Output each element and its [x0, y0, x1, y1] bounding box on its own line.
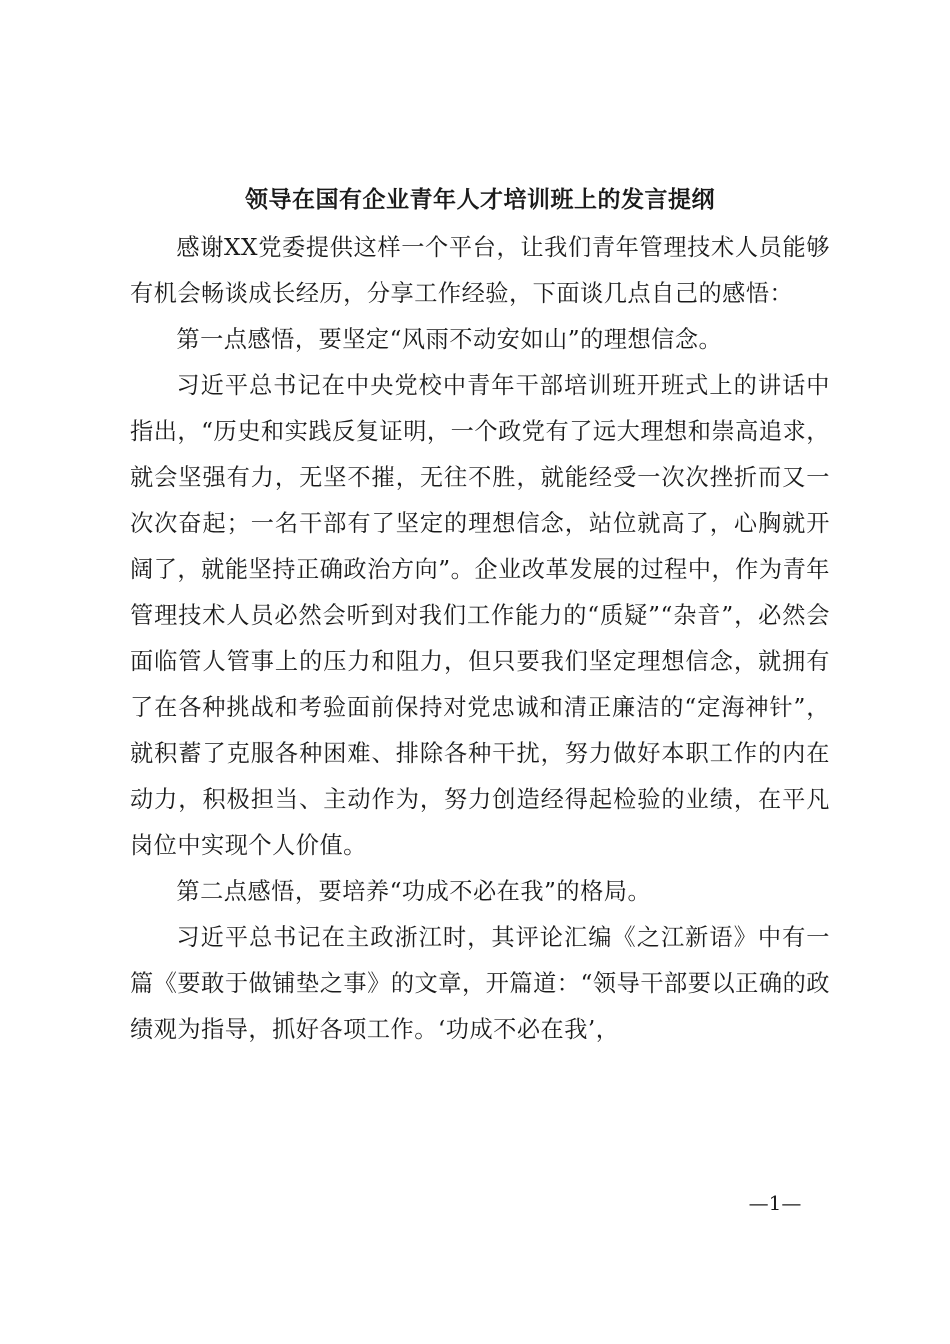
document-title: 领导在国有企业青年人才培训班上的发言提纲 — [245, 186, 715, 213]
paragraph-point-two-heading: 第二点感悟，要培养“功成不必在我”的格局。 — [176, 878, 652, 905]
page-number: —1— — [748, 1191, 802, 1215]
paragraph-intro: 感谢XX党委提供这样一个平台，让我们青年管理技术人员能够有机会畅谈成长经历，分享工作经验，下面谈几点自己的感悟： — [130, 234, 830, 307]
paragraph-point-one-body: 习近平总书记在中央党校中青年干部培训班开班式上的讲话中指出，“历史和实践反复证明，一个政党有了远大理想和崇高追求，就会坚强有力，无坚不摧，无往不胜，就能经受一次次挫折而又一次次奋起；一名干部有了坚定的理想信念，站位就高了，心胸就开阔了，就能坚持正确政治方向”。企业改革发展的过程中，作为青年管理技术人员必然会听到对我们工作能力的“质疑”“杂音”，必然会面临管人管事上的压力和阻力，但只要我们坚定理想信念，就拥有了在各种挑战和考验面前保持对党忠诚和清正廉洁的“定海神针”，就积蓄了克服各种困难、排除各种干扰，努力做好本职工作的内在动力，积极担当、主动作为，努力创造经得起检验的业绩，在平凡岗位中实现个人价值。 — [130, 372, 830, 859]
paragraph-point-two-body: 习近平总书记在主政浙江时，其评论汇编《之江新语》中有一篇《要敢于做铺垫之事》的文章，开篇道：“领导干部要以正确的政绩观为指导，抓好各项工作。‘功成不必在我’， — [130, 924, 830, 1043]
paragraph-point-one-heading: 第一点感悟，要坚定“风雨不动安如山”的理想信念。 — [176, 326, 723, 353]
document-body — [130, 225, 830, 1053]
